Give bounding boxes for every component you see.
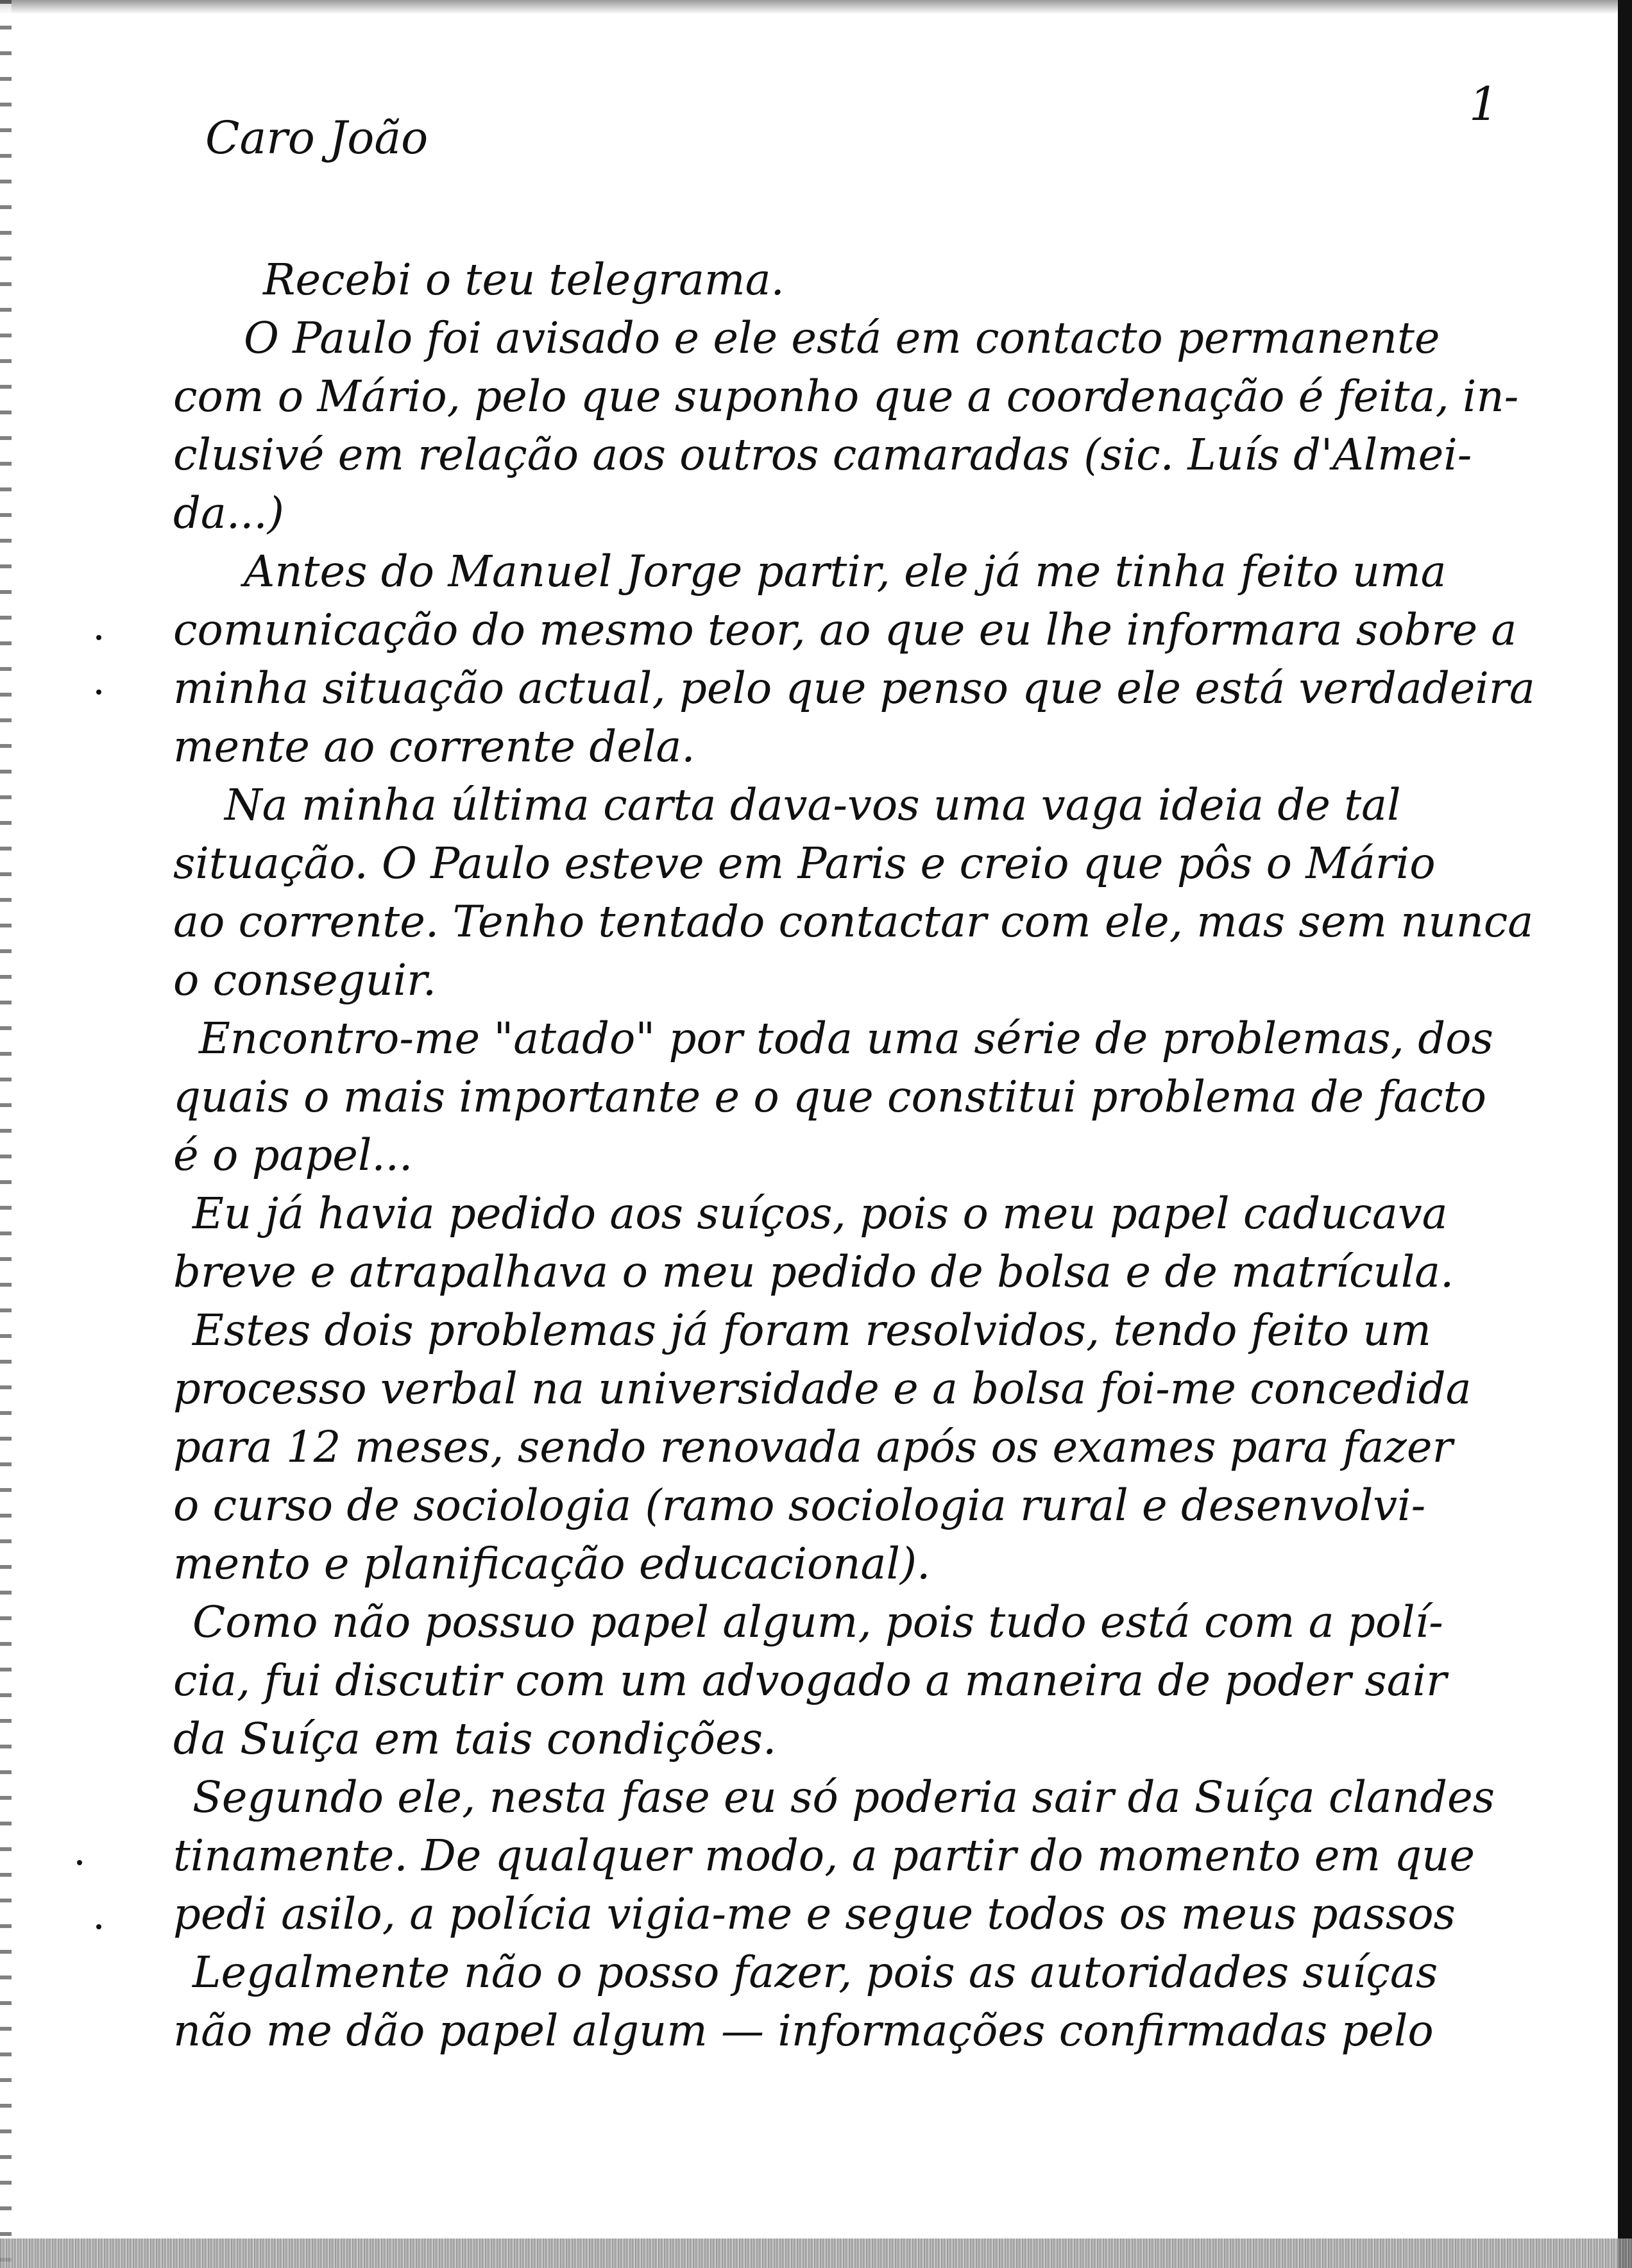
letter-line: mento e planificação educacional). bbox=[173, 1539, 931, 1589]
letter-line: o conseguir. bbox=[173, 955, 437, 1005]
letter-line: Na minha última carta dava-vos uma vaga ideia de tal bbox=[225, 780, 1401, 830]
letter-line: comunicação do mesmo teor, ao que eu lhe informara sobre a bbox=[173, 605, 1517, 655]
letter-line: quais o mais importante e o que constitui problema de facto bbox=[173, 1072, 1486, 1122]
scan-left-edge bbox=[0, 0, 12, 2268]
letter-line: Segundo ele, nesta fase eu só poderia sair da Suíça clandes bbox=[192, 1772, 1495, 1822]
letter-line: é o papel... bbox=[173, 1130, 413, 1180]
scan-bottom-edge bbox=[0, 2238, 1632, 2268]
margin-mark bbox=[96, 635, 101, 640]
letter-line: da Suíça em tais condições. bbox=[173, 1714, 777, 1764]
letter-line: Antes do Manuel Jorge partir, ele já me tinha feito uma bbox=[244, 546, 1447, 597]
margin-mark bbox=[96, 690, 101, 695]
letter-line: não me dão papel algum — informações confirmadas pelo bbox=[173, 2006, 1434, 2056]
letter-line: mente ao corrente dela. bbox=[173, 722, 695, 772]
margin-mark bbox=[77, 1860, 82, 1865]
letter-line: Legalmente não o posso fazer, pois as autoridades suíças bbox=[192, 1947, 1438, 1997]
letter-line: Recebi o teu telegrama. bbox=[263, 255, 785, 305]
letter-line: com o Mário, pelo que suponho que a coordenação é feita, in- bbox=[173, 371, 1519, 421]
letter-line: da...) bbox=[173, 488, 284, 538]
scan-top-edge bbox=[0, 0, 1632, 14]
letter-line: minha situação actual, pelo que penso que ele está verdadeira bbox=[173, 663, 1535, 713]
page-number: 1 bbox=[1469, 77, 1499, 131]
margin-mark bbox=[96, 1924, 101, 1929]
letter-line: clusivé em relação aos outros camaradas (sic. Luís d'Almei- bbox=[173, 430, 1472, 480]
letter-line: breve e atrapalhava o meu pedido de bolsa e de matrícula. bbox=[173, 1247, 1454, 1297]
letter-line: Encontro-me "atado" por toda uma série de problemas, dos bbox=[199, 1013, 1493, 1063]
letter-line: pedi asilo, a polícia vigia-me e segue todos os meus passos bbox=[173, 1889, 1456, 1939]
letter-body bbox=[173, 109, 1585, 2226]
letter-line: Eu já havia pedido aos suíços, pois o meu papel caducava bbox=[192, 1189, 1448, 1239]
letter-line: tinamente. De qualquer modo, a partir do momento em que bbox=[173, 1831, 1475, 1881]
letter-line: cia, fui discutir com um advogado a maneira de poder sair bbox=[173, 1655, 1447, 1705]
letter-line: situação. O Paulo esteve em Paris e creio que pôs o Mário bbox=[173, 838, 1436, 888]
salutation: Caro João bbox=[205, 112, 429, 164]
letter-line: Como não possuo papel algum, pois tudo está com a polí- bbox=[192, 1597, 1443, 1647]
letter-line: o curso de sociologia (ramo sociologia rural e desenvolvi- bbox=[173, 1480, 1426, 1530]
letter-line: ao corrente. Tenho tentado contactar com ele, mas sem nunca bbox=[173, 897, 1534, 947]
letter-line: para 12 meses, sendo renovada após os exames para fazer bbox=[173, 1422, 1453, 1472]
letter-line: processo verbal na universidade e a bolsa foi-me concedida bbox=[173, 1364, 1472, 1414]
scan-right-edge bbox=[1618, 0, 1632, 2268]
letter-line: Estes dois problemas já foram resolvidos, tendo feito um bbox=[192, 1305, 1431, 1355]
letter-line: O Paulo foi avisado e ele está em contacto permanente bbox=[244, 313, 1440, 363]
